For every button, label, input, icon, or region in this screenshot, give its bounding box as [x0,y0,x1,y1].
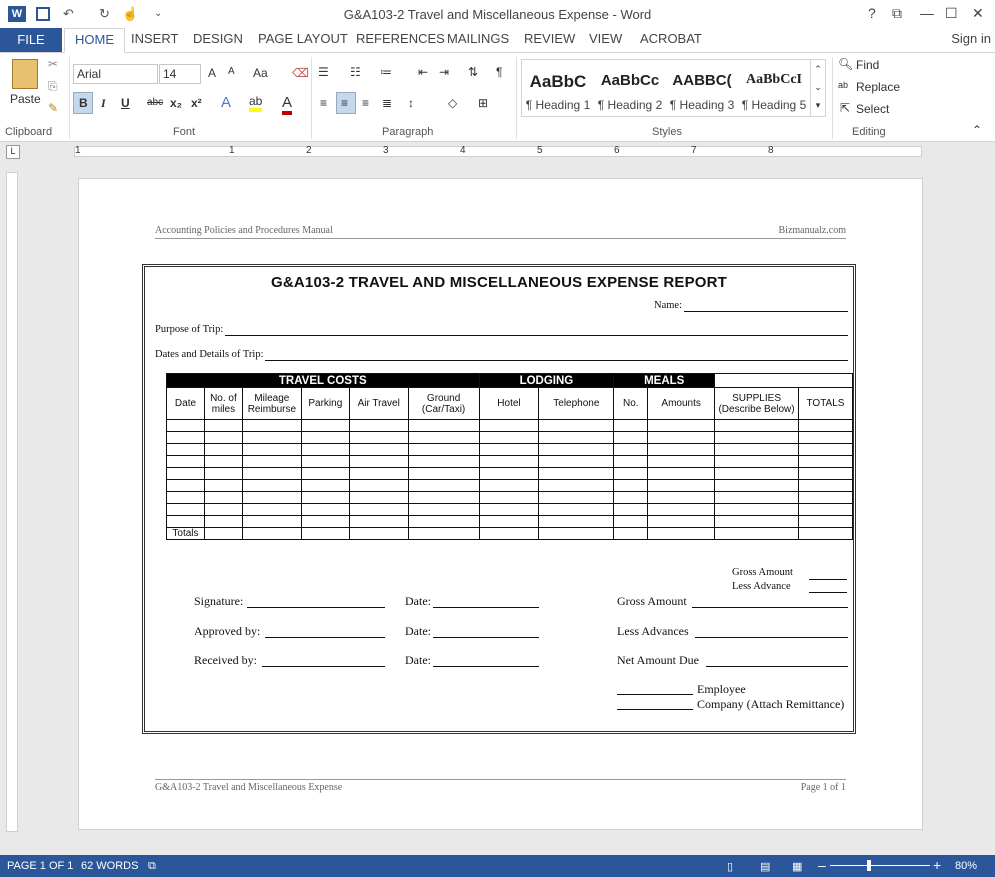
zoom-level[interactable]: 80% [955,860,978,872]
vertical-ruler[interactable] [6,172,18,832]
paste-button[interactable]: Paste [10,92,41,106]
col-amounts: Amounts [648,388,715,420]
approved-date-field[interactable] [433,637,539,638]
purpose-label: Purpose of Trip: [155,324,224,335]
style-heading-2[interactable]: AaBbCc ¶ Heading 2 [597,72,663,112]
sort-icon[interactable]: ⇅ [468,65,479,79]
tab-acrobat[interactable]: ACROBAT [640,31,702,46]
select-icon[interactable]: ⇱ [840,101,851,115]
totals-label: Totals [167,528,205,540]
tab-insert[interactable]: INSERT [131,31,179,46]
customize-qat-icon[interactable]: ⌄ [154,8,163,19]
dates-label: Dates and Details of Trip: [155,349,264,360]
net-amount-field[interactable] [706,666,848,667]
header-left: Accounting Policies and Procedures Manual [155,225,333,236]
col-miles: No. of miles [204,388,242,420]
font-color-icon[interactable]: A [282,94,292,115]
purpose-field[interactable] [225,335,848,336]
table-row[interactable] [167,504,853,516]
justify-icon[interactable]: ≣ [382,96,393,110]
find-button[interactable]: Find [856,58,880,72]
page-count[interactable]: PAGE 1 OF 1 [7,860,74,872]
change-case-icon[interactable]: Aa [253,66,268,80]
word-count[interactable]: 62 WORDS [81,860,139,872]
decrease-indent-icon[interactable]: ⇤ [418,65,429,79]
paragraph-group-label: Paragraph [382,126,434,138]
print-layout-icon[interactable]: ▤ [760,861,771,873]
find-icon[interactable]: 🔍︎ [838,57,854,71]
close-button[interactable]: ✕ [972,5,984,21]
col-date: Date [167,388,205,420]
style-heading-1[interactable]: AaBbC ¶ Heading 1 [525,72,591,112]
company-field[interactable] [617,709,693,710]
employee-label: Employee [697,682,746,696]
editing-group-label: Editing [852,126,886,138]
signature-date-label: Date: [405,594,431,608]
table-row[interactable] [167,480,853,492]
minimize-button[interactable]: — [920,5,934,21]
gross-amount2-label: Gross Amount [617,594,687,608]
align-right-icon[interactable]: ≡ [362,96,370,110]
tab-mailings[interactable]: MAILINGS [447,31,510,46]
received-label: Received by: [194,653,257,667]
multilevel-list-icon[interactable]: ≔ [380,65,392,79]
col-supplies: SUPPLIES (Describe Below) [715,388,799,420]
bullets-icon[interactable]: ☰ [318,65,329,79]
copy-icon[interactable]: ⎘ [48,79,58,93]
touch-mode-icon[interactable]: ☝ [122,6,139,21]
tab-home[interactable]: HOME [64,28,125,53]
meals-header: MEALS [614,374,715,388]
clipboard-group-label: Clipboard [5,126,53,138]
sign-in-link[interactable]: Sign in [951,31,991,46]
title-bar [0,0,995,28]
table-row[interactable] [167,492,853,504]
select-button[interactable]: Select [856,102,890,116]
styles-gallery [521,59,826,117]
web-layout-icon[interactable]: ▦ [792,861,803,873]
increase-indent-icon[interactable]: ⇥ [439,65,450,79]
font-family-select[interactable]: Arial [73,64,158,84]
document-page[interactable] [78,178,923,830]
received-field[interactable] [262,666,385,667]
table-row[interactable] [167,456,853,468]
word-logo-icon: W [8,6,26,22]
footer-right: Page 1 of 1 [800,782,846,793]
table-row[interactable] [167,468,853,480]
replace-button[interactable]: Replace [856,80,901,94]
approved-label: Approved by: [194,624,261,638]
style-heading-3[interactable]: AABBC( ¶ Heading 3 [669,72,735,112]
gross-amount-label: Gross Amount [732,567,793,578]
cut-icon[interactable]: ✂ [48,57,59,71]
gross-amount-field[interactable] [809,579,847,580]
name-label: Name: [654,300,682,311]
zoom-out-button[interactable]: – [818,857,826,873]
table-row[interactable] [167,432,853,444]
line-spacing-icon[interactable]: ↕ [408,96,414,110]
zoom-in-button[interactable]: + [933,857,942,873]
superscript-button[interactable]: x² [191,96,202,110]
align-left-icon[interactable]: ≡ [320,96,328,110]
gross-amount2-field[interactable] [692,607,848,608]
read-mode-icon[interactable]: ▯ [727,861,734,873]
help-button[interactable]: ? [868,5,876,21]
zoom-slider-thumb[interactable] [867,860,871,871]
status-bar [0,855,995,877]
zoom-slider[interactable] [830,865,930,866]
bold-button[interactable]: B [79,96,88,110]
replace-icon[interactable]: ab [838,80,849,90]
style-heading-5[interactable]: AaBbCcI ¶ Heading 5 [741,72,807,112]
form-frame [142,264,856,734]
col-meals-no: No. [614,388,648,420]
tab-references[interactable]: REFERENCES [356,31,445,46]
ribbon-display-button[interactable]: ⧉ [892,5,902,21]
font-group-label: Font [173,126,196,138]
numbering-icon[interactable]: ☷ [350,65,361,79]
company-label: Company (Attach Remittance) [697,697,845,711]
employee-field[interactable] [617,694,693,695]
horizontal-ruler[interactable]: L 1 1 2 3 4 5 6 7 8 [0,142,995,162]
tab-file[interactable]: FILE [0,28,62,52]
totals-row[interactable] [167,528,853,540]
col-air: Air Travel [349,388,408,420]
ribbon [0,52,995,142]
tab-review[interactable]: REVIEW [524,31,576,46]
subscript-button[interactable]: x₂ [170,96,183,110]
lodging-header: LODGING [479,374,614,388]
form-title: G&A103-2 TRAVEL AND MISCELLANEOUS EXPENSE REPORT [270,274,728,291]
highlight-icon[interactable]: ab [249,94,262,112]
received-date-label: Date: [405,653,431,667]
header-right: Bizmanualz.com [778,225,846,236]
table-row[interactable] [167,420,853,432]
redo-icon[interactable]: ↻ [99,6,110,21]
col-telephone: Telephone [539,388,614,420]
signature-label: Signature: [194,594,244,608]
italic-button[interactable]: I [101,96,106,110]
proofing-icon[interactable]: ⧉ [148,860,156,872]
shrink-font-icon[interactable]: A [228,66,235,77]
less-advances-field[interactable] [695,637,848,638]
tab-page-layout[interactable]: PAGE LAYOUT [258,31,348,46]
styles-scroll[interactable]: ⌃ ⌄ ▾ [810,60,825,116]
grow-font-icon[interactable]: A [208,66,217,80]
window-title: G&A103-2 Travel and Miscellaneous Expense - Word [343,7,652,22]
undo-icon[interactable]: ↶ [63,6,74,21]
expense-table [166,373,853,540]
less-advances-label: Less Advances [617,624,689,638]
align-center-icon[interactable]: ≡ [341,96,349,110]
approved-field[interactable] [265,637,385,638]
signature-field[interactable] [247,607,385,608]
underline-button[interactable]: U [121,96,130,110]
ribbon-tabs [0,28,995,52]
strikethrough-button[interactable]: abc [147,97,164,108]
col-parking: Parking [301,388,349,420]
col-ground: Ground (Car/Taxi) [408,388,479,420]
col-mileage: Mileage Reimburse [242,388,301,420]
maximize-button[interactable]: ☐ [945,5,958,21]
font-size-select[interactable]: 14 [159,64,201,84]
approved-date-label: Date: [405,624,431,638]
less-advance-field[interactable] [809,592,847,593]
table-row[interactable] [167,516,853,528]
col-totals: TOTALS [798,388,852,420]
dates-field[interactable] [265,360,848,361]
received-date-field[interactable] [433,666,539,667]
show-formatting-button[interactable]: ¶ [496,65,503,79]
travel-costs-header: TRAVEL COSTS [167,374,480,388]
signature-date-field[interactable] [433,607,539,608]
tab-view[interactable]: VIEW [589,31,623,46]
name-field[interactable] [684,311,848,312]
text-effects-icon[interactable]: A [221,94,232,111]
col-hotel: Hotel [479,388,539,420]
tab-design[interactable]: DESIGN [193,31,243,46]
tab-selector-icon[interactable]: L [6,145,20,159]
styles-group-label: Styles [652,126,682,138]
footer-left: G&A103-2 Travel and Miscellaneous Expense [155,782,343,793]
less-advance-label: Less Advance [732,581,791,592]
format-painter-icon[interactable]: ✎ [48,101,59,115]
clear-formatting-icon[interactable]: ⌫ [292,66,309,80]
shading-icon[interactable]: ◇ [448,96,458,110]
table-row[interactable] [167,444,853,456]
paste-icon[interactable] [12,59,38,89]
borders-icon[interactable]: ⊞ [478,96,489,110]
net-amount-label: Net Amount Due [617,653,699,667]
collapse-ribbon-icon[interactable]: ⌃ [972,123,983,137]
